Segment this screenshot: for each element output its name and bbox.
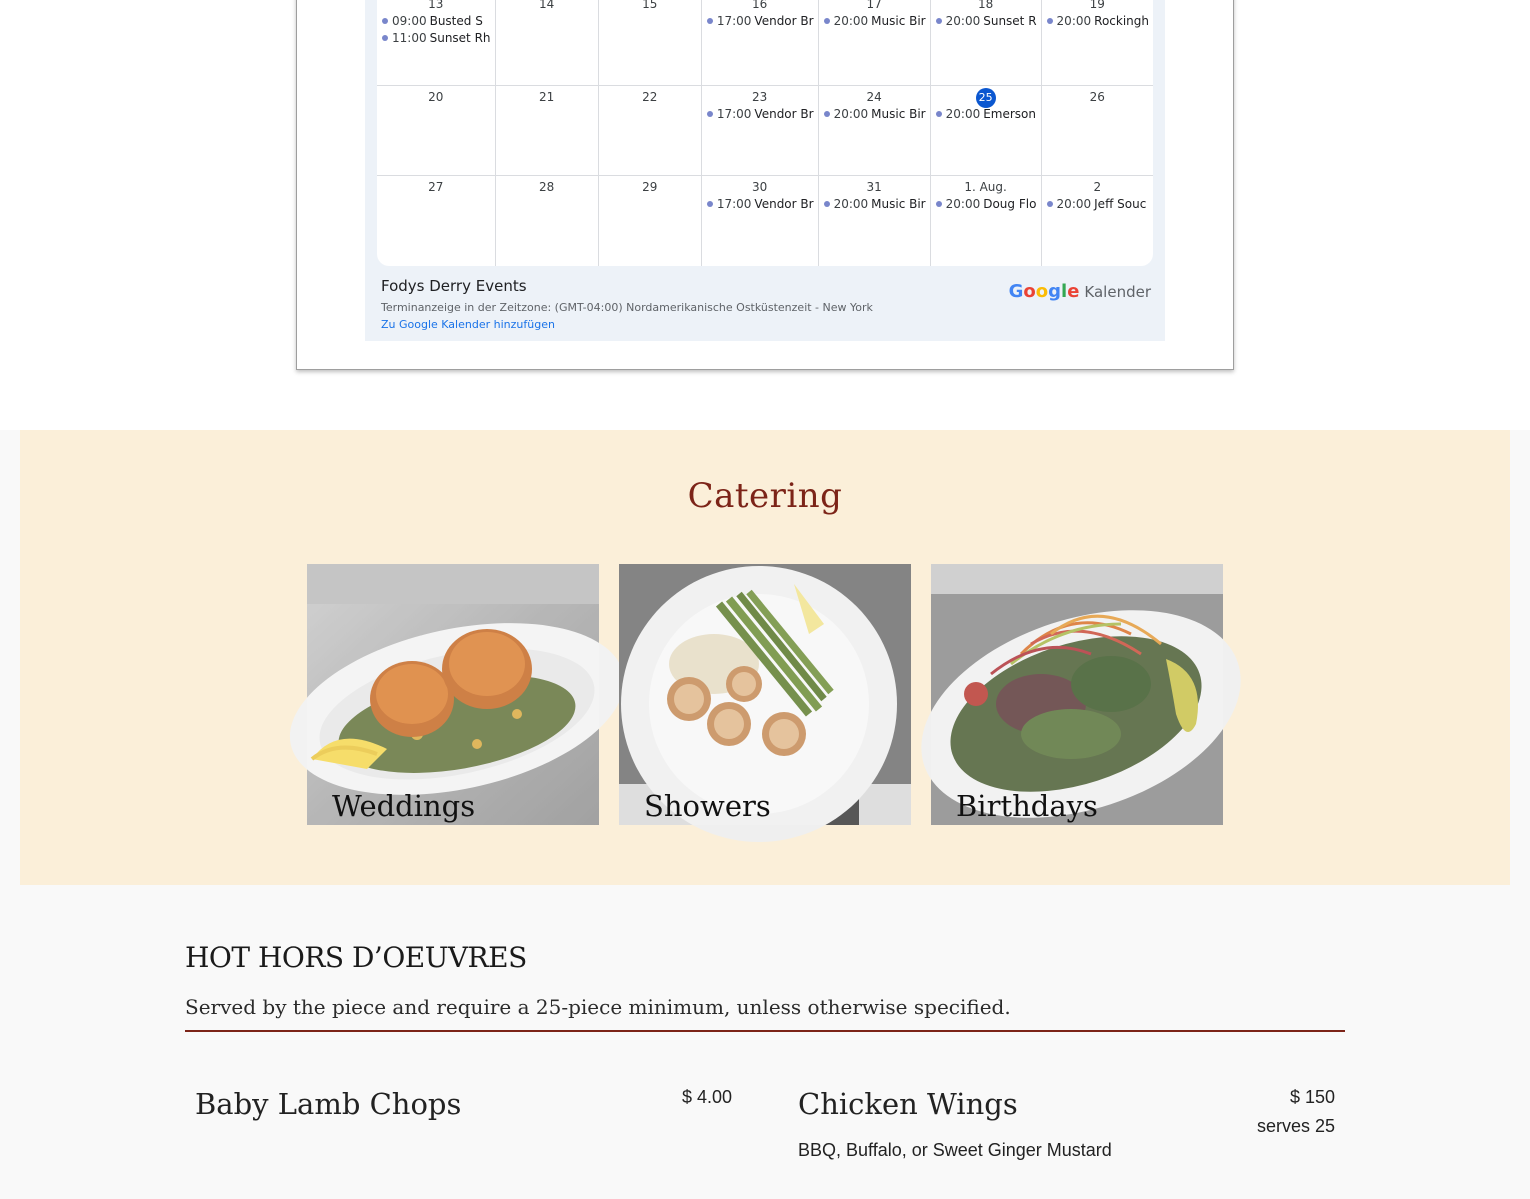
calendar-day-number[interactable] [1042, 88, 1153, 106]
crab-cakes-photo [307, 564, 599, 825]
add-to-google-calendar-link[interactable]: Zu Google Kalender hinzufügen [381, 318, 555, 331]
calendar-day-number[interactable] [819, 0, 930, 13]
calendar-day-label: 25 [976, 88, 996, 108]
calendar-day-cell[interactable] [599, 86, 702, 176]
calendar-day-label: 24 [866, 90, 882, 104]
event-time: 20:00 [1056, 14, 1092, 28]
calendar-event[interactable] [819, 196, 926, 213]
calendar-day-cell[interactable] [702, 176, 819, 266]
catering-heading: Catering [687, 476, 843, 516]
calendar-day-label: 20 [428, 90, 444, 104]
salad-bowl-photo [931, 564, 1223, 825]
calendar-timezone-note: Terminanzeige in der Zeitzone: (GMT-04:00) Nordamerikanische Ostküstenzeit - New York [381, 301, 873, 314]
event-dot-icon [707, 201, 713, 207]
catering-tile-label: Weddings [332, 789, 476, 823]
calendar-day-cell[interactable] [1042, 86, 1153, 176]
catering-tile-label: Showers [644, 789, 771, 823]
calendar-day-cell[interactable] [931, 0, 1042, 86]
event-title: Music Bir [871, 107, 926, 121]
calendar-day-cell[interactable] [819, 176, 931, 266]
catering-tile-label: Birthdays [956, 789, 1098, 823]
calendar-footer [381, 266, 1151, 341]
calendar-day-label: 15 [642, 0, 658, 11]
calendar-day-cell[interactable] [599, 0, 702, 86]
event-time: 20:00 [945, 14, 981, 28]
calendar-day-number[interactable] [496, 0, 598, 13]
event-time: 17:00 [716, 197, 752, 211]
event-title: Rockingh [1094, 14, 1149, 28]
calendar-day-label: 28 [538, 180, 555, 194]
event-dot-icon [824, 111, 830, 117]
calendar-day-label: 21 [538, 90, 555, 104]
calendar-day-number[interactable] [496, 178, 598, 196]
scallops-plate-photo [619, 564, 911, 825]
calendar-day-label: 2 [1093, 180, 1102, 194]
calendar-day-cell[interactable] [377, 0, 496, 86]
calendar-day-cell[interactable] [599, 176, 702, 266]
calendar-day-cell[interactable] [496, 0, 599, 86]
google-logo-letter: g [1048, 281, 1062, 302]
calendar-panel [365, 0, 1165, 341]
event-time: 17:00 [716, 14, 752, 28]
menu-section [0, 885, 1530, 1199]
calendar-day-label: 17 [866, 0, 882, 11]
calendar-day-cell[interactable] [702, 0, 819, 86]
calendar-day-cell[interactable] [1042, 0, 1153, 86]
calendar-day-number[interactable] [931, 0, 1041, 13]
event-title: Sunset R [983, 14, 1037, 28]
calendar-day-number[interactable] [599, 178, 701, 196]
menu-item-description: BBQ, Buffalo, or Sweet Ginger Mustard [798, 1140, 1112, 1160]
event-time: 20:00 [1056, 197, 1092, 211]
calendar-day-cell[interactable] [496, 176, 599, 266]
calendar-day-number[interactable] [377, 88, 495, 106]
calendar-day-label: 13 [428, 0, 444, 11]
google-logo-letter: G [1008, 281, 1024, 302]
calendar-embed [296, 0, 1234, 370]
calendar-day-cell[interactable] [819, 86, 931, 176]
event-title: Busted S [429, 14, 483, 28]
event-dot-icon [936, 18, 942, 24]
calendar-event[interactable] [1042, 13, 1149, 30]
menu-section-note: Served by the piece and require a 25-piece minimum, unless otherwise specified. [185, 995, 1011, 1019]
calendar-day-label: 31 [866, 180, 882, 194]
calendar-day-number[interactable] [702, 0, 818, 13]
calendar-day-number[interactable] [702, 178, 818, 196]
event-time: 20:00 [833, 197, 869, 211]
calendar-day-cell[interactable] [702, 86, 819, 176]
google-logo-letter: l [1061, 281, 1068, 302]
calendar-event[interactable] [377, 30, 491, 47]
calendar-event[interactable] [702, 196, 814, 213]
calendar-day-label: 29 [642, 180, 658, 194]
menu-item-price: $ 150 [1289, 1087, 1335, 1107]
google-logo-letter: o [1023, 281, 1036, 302]
calendar-day-label: 30 [752, 180, 768, 194]
calendar-name: Fodys Derry Events [381, 277, 527, 295]
calendar-section [0, 0, 1530, 430]
catering-section [20, 430, 1510, 885]
event-dot-icon [382, 35, 388, 41]
calendar-event[interactable] [1042, 196, 1149, 213]
calendar-day-number[interactable] [931, 178, 1041, 196]
event-title: Music Bir [871, 197, 926, 211]
calendar-day-label: 16 [752, 0, 768, 11]
catering-tile-weddings[interactable] [307, 564, 599, 825]
calendar-day-number[interactable] [496, 88, 598, 106]
event-dot-icon [824, 18, 830, 24]
calendar-event[interactable] [702, 13, 814, 30]
event-title: Vendor Br [754, 197, 814, 211]
calendar-day-number[interactable] [819, 88, 930, 106]
event-time: 09:00 [392, 14, 427, 28]
calendar-today-number[interactable] [931, 88, 1041, 106]
calendar-day-number[interactable] [1042, 178, 1153, 196]
event-time: 11:00 [392, 31, 427, 45]
event-time: 17:00 [716, 107, 752, 121]
calendar-day-label: 19 [1089, 0, 1105, 11]
event-dot-icon [707, 111, 713, 117]
google-calendar-logo[interactable] [1009, 281, 1151, 302]
google-logo-icon [1009, 281, 1080, 302]
event-dot-icon [936, 201, 942, 207]
event-dot-icon [936, 111, 942, 117]
calendar-day-number[interactable] [819, 178, 930, 196]
calendar-day-number[interactable] [1042, 0, 1153, 13]
menu-item-name: Chicken Wings [798, 1087, 1018, 1121]
calendar-event[interactable] [931, 106, 1037, 123]
calendar-day-label: 1. Aug. [964, 180, 1007, 194]
catering-tile-birthdays[interactable] [931, 564, 1223, 825]
calendar-day-number[interactable] [702, 88, 818, 106]
google-logo-letter: o [1035, 281, 1049, 302]
menu-item-serves: serves 25 [1256, 1116, 1335, 1136]
calendar-day-cell[interactable] [377, 176, 496, 266]
event-dot-icon [1047, 18, 1053, 24]
calendar-month-grid [377, 0, 1153, 266]
calendar-event[interactable] [931, 13, 1037, 30]
event-title: Music Bir [871, 14, 926, 28]
calendar-day-label: 26 [1089, 90, 1105, 104]
calendar-day-cell[interactable] [931, 86, 1042, 176]
event-title: Emerson [983, 107, 1037, 121]
google-logo-letter: e [1067, 281, 1080, 302]
event-time: 20:00 [945, 107, 981, 121]
calendar-day-number[interactable] [599, 88, 701, 106]
calendar-day-number[interactable] [377, 178, 495, 196]
event-time: 20:00 [833, 107, 869, 121]
menu-item-price: $ 4.00 [681, 1087, 732, 1107]
calendar-day-cell[interactable] [377, 86, 496, 176]
calendar-day-number[interactable] [599, 0, 701, 13]
google-calendar-brand-word: Kalender [1084, 282, 1151, 301]
event-time: 20:00 [945, 197, 981, 211]
catering-tiles [307, 564, 1223, 825]
calendar-day-cell[interactable] [496, 86, 599, 176]
calendar-event[interactable] [702, 106, 814, 123]
calendar-day-label: 27 [428, 180, 444, 194]
menu-section-title: HOT HORS D’OEUVRES [185, 941, 527, 974]
event-title: Vendor Br [754, 107, 814, 121]
calendar-day-cell[interactable] [819, 0, 931, 86]
event-dot-icon [1047, 201, 1053, 207]
calendar-day-label: 23 [752, 90, 768, 104]
calendar-day-label: 18 [977, 0, 994, 11]
calendar-day-label: 22 [642, 90, 658, 104]
event-time: 20:00 [833, 14, 869, 28]
calendar-event[interactable] [377, 13, 491, 30]
event-dot-icon [707, 18, 713, 24]
event-title: Vendor Br [754, 14, 814, 28]
calendar-event[interactable] [931, 196, 1037, 213]
calendar-event[interactable] [819, 106, 926, 123]
calendar-day-label: 14 [538, 0, 555, 11]
calendar-day-cell[interactable] [1042, 176, 1153, 266]
event-dot-icon [824, 201, 830, 207]
calendar-event[interactable] [819, 13, 926, 30]
event-title: Doug Flo [983, 197, 1037, 211]
section-divider [185, 1030, 1345, 1032]
event-title: Jeff Souc [1094, 197, 1147, 211]
event-dot-icon [382, 18, 388, 24]
calendar-day-cell[interactable] [931, 176, 1042, 266]
event-title: Sunset Rh [429, 31, 491, 45]
menu-item-name: Baby Lamb Chops [195, 1087, 462, 1121]
catering-tile-showers[interactable] [619, 564, 911, 825]
calendar-day-number[interactable] [377, 0, 495, 13]
